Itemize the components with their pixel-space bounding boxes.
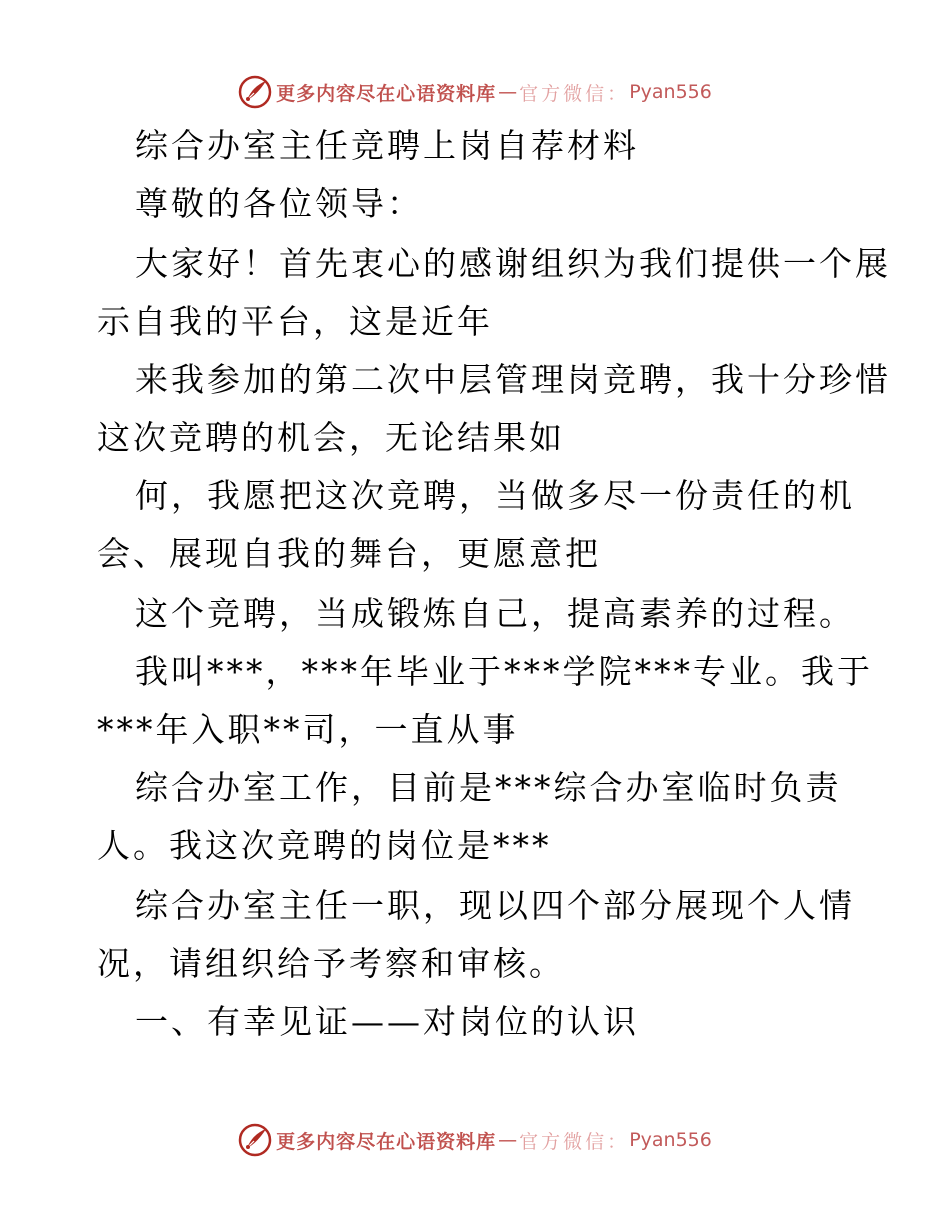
- watermark-label-text: 官方微信：: [519, 1130, 630, 1153]
- body-line: 何，我愿把这次竞聘，当做多尽一份责任的机: [135, 476, 855, 515]
- footer-watermark: [0, 1120, 950, 1160]
- body-line: 这个竞聘，当成锻炼自己，提高素养的过程。: [135, 594, 855, 633]
- body-line: 况，请组织给予考察和审核。: [97, 944, 565, 983]
- section-heading: 一、有幸见证——对岗位的认识: [135, 1002, 639, 1041]
- salutation: 尊敬的各位领导：: [135, 184, 423, 223]
- body-line: 综合办室工作，目前是***综合办室临时负责: [135, 768, 842, 807]
- body-line: 这次竞聘的机会，无论结果如: [97, 418, 565, 457]
- watermark-label-text: 官方微信：: [519, 82, 630, 105]
- body-line: 会、展现自我的舞台，更愿意把: [97, 534, 601, 573]
- body-line: 示自我的平台，这是近年: [97, 302, 493, 341]
- body-line: 人。我这次竞聘的岗位是***: [97, 826, 552, 865]
- body-line: 我叫***，***年毕业于***学院***专业。我于: [135, 652, 873, 691]
- watermark-separator: —: [498, 1129, 518, 1151]
- watermark-wechat-id: Pyan556: [629, 81, 712, 103]
- header-watermark: [0, 72, 950, 112]
- document-title: 综合办室主任竞聘上岗自荐材料: [135, 126, 639, 165]
- watermark-separator: —: [498, 81, 518, 103]
- watermark-main-text: 更多内容尽在心语资料库: [276, 1130, 497, 1153]
- body-line: ***年入职**司，一直从事: [97, 710, 519, 749]
- body-line: 大家好！首先衷心的感谢组织为我们提供一个展: [135, 244, 891, 283]
- watermark-wechat-id: Pyan556: [629, 1129, 712, 1151]
- quill-logo-icon: [238, 1123, 272, 1157]
- body-line: 综合办室主任一职，现以四个部分展现个人情: [135, 886, 855, 925]
- body-line: 来我参加的第二次中层管理岗竞聘，我十分珍惜: [135, 360, 891, 399]
- watermark-main-text: 更多内容尽在心语资料库: [276, 82, 497, 105]
- quill-logo-icon: [238, 75, 272, 109]
